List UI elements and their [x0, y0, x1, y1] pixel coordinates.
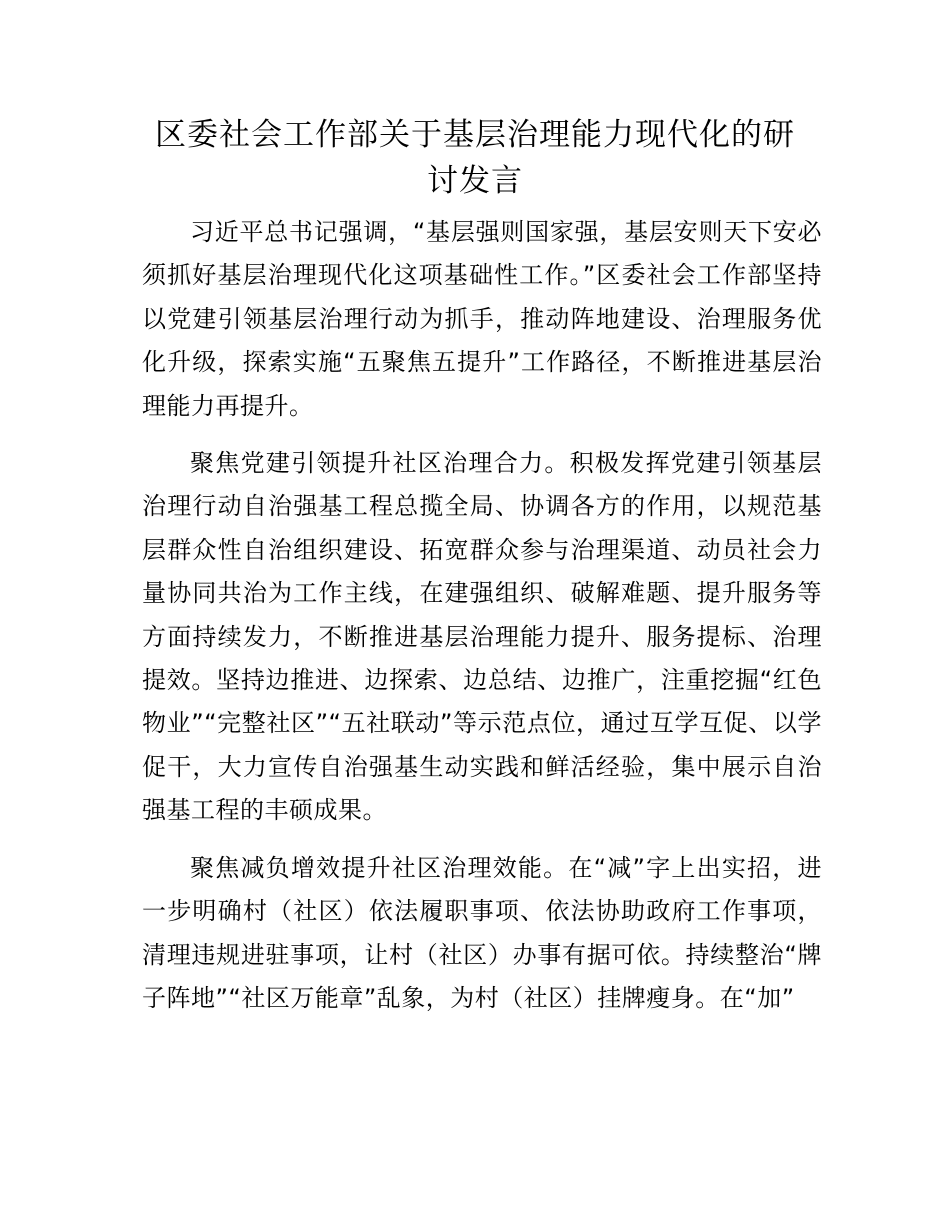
document-title: 区委社会工作部关于基层治理能力现代化的研讨发言 — [155, 117, 795, 199]
paragraph-burden-reduction: 聚焦减负增效提升社区治理效能。在“减”字上出实招，进一步明确村（社区）依法履职事项、依法协助政府工作事项，清理违规进驻事项，让村（社区）办事有据可依。持续整治“牌子阵地”“社区万能章”乱象，为村（社区）挂牌瘦身。在“加” — [142, 853, 822, 1012]
paragraph-party-building: 聚焦党建引领提升社区治理合力。积极发挥党建引领基层治理行动自治强基工程总揽全局、协调各方的作用，以规范基层群众性自治组织建设、拓宽群众参与治理渠道、动员社会力量协同共治为工作主线，在建强组织、破解难题、提升服务等方面持续发力，不断推进基层治理能力提升、服务提标、治理提效。坚持边推进、边探索、边总结、边推广，注重挖掘“红色物业”“完整社区”“五社联动”等示范点位，通过互学互促、以学促干，大力宣传自治强基生动实践和鲜活经验，集中展示自治强基工程的丰硕成果。 — [142, 449, 822, 825]
paragraph-intro: 习近平总书记强调，“基层强则国家强，基层安则天下安必须抓好基层治理现代化这项基础性工作。”区委社会工作部坚持以党建引领基层治理行动为抓手，推动阵地建设、治理服务优化升级，探索实施“五聚焦五提升”工作路径，不断推进基层治理能力再提升。 — [142, 218, 822, 420]
document-body — [142, 211, 822, 1034]
